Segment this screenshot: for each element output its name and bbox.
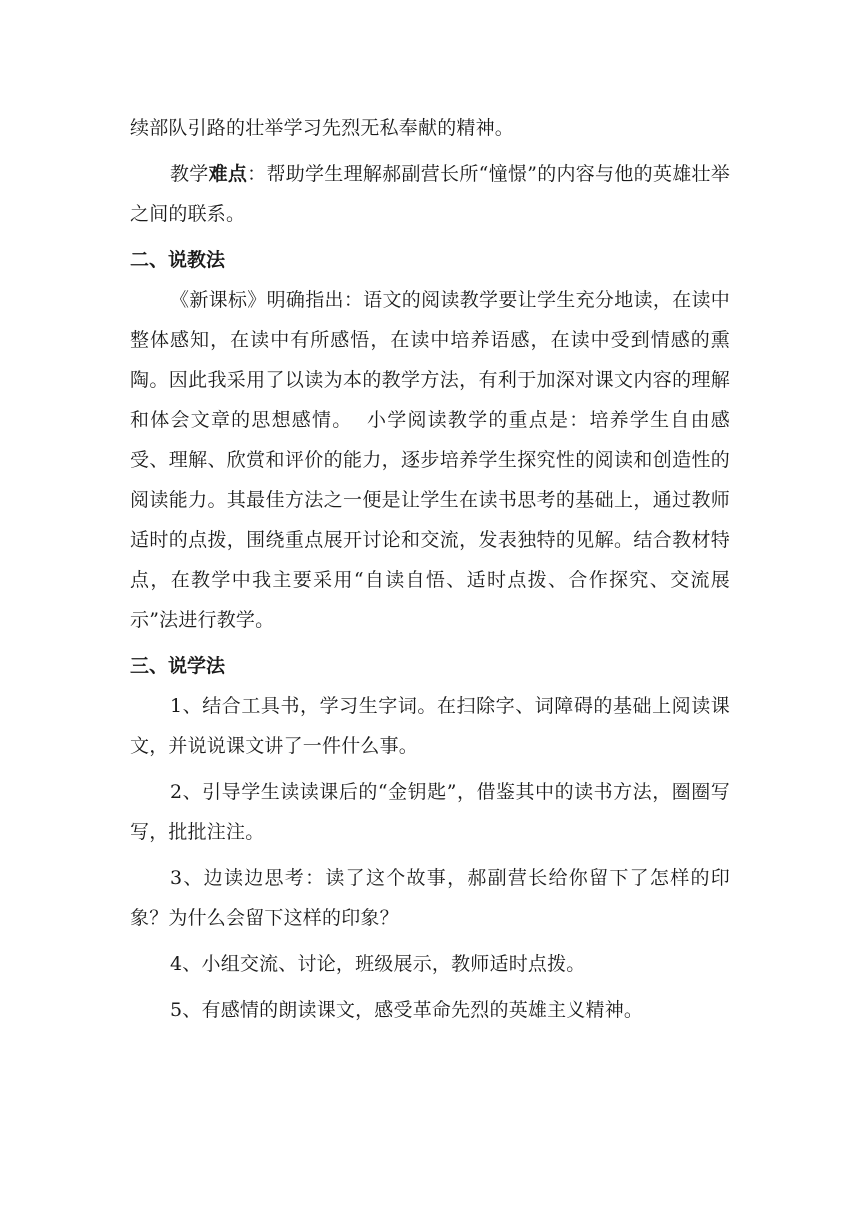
section-heading-learning-method: 三、说学法 (130, 655, 226, 677)
difficulty-paragraph (130, 154, 730, 234)
document-page (130, 108, 730, 1030)
learning-method-item-1: 1、结合工具书，学习生字词。在扫除字、词障碍的基础上阅读课文，并说说课文讲了一件什么事。 (130, 695, 730, 757)
section-heading-teaching-method: 二、说教法 (130, 249, 226, 271)
difficulty-label: 难点 (208, 163, 248, 185)
learning-method-item-5: 5、有感情的朗读课文，感受革命先烈的英雄主义精神。 (170, 999, 644, 1021)
learning-method-item-2: 2、引导学生读读课后的“金钥匙”，借鉴其中的读书方法，圈圈写写，批批注注。 (130, 781, 730, 843)
learning-method-item-3: 3、边读边思考：读了这个故事，郝副营长给你留下了怎样的印象？为什么会留下这样的印象？ (130, 867, 730, 929)
teaching-method-paragraph: 《新课标》明确指出：语文的阅读教学要让学生充分地读，在读中整体感知，在读中有所感悟，在读中培养语感，在读中受到情感的熏陶。因此我采用了以读为本的教学方法，有利于加深对课文内容的理解和体会文章的思想感情。 小学阅读教学的重点是：培养学生自由感受、理解、欣赏和评价的能力，逐步培养学生探究性的阅读和创造性的阅读能力。其最佳方法之一便是让学生在读书思考的基础上，通过教师适时的点拨，围绕重点展开讨论和交流，发表独特的见解。结合教材特点，在教学中我主要采用“自读自悟、适时点拨、合作探究、交流展示”法进行教学。 (130, 289, 730, 631)
difficulty-text: ：帮助学生理解郝副营长所“憧憬”的内容与他的英雄壮举之间的联系。 (130, 163, 730, 225)
learning-method-item-4: 4、小组交流、讨论，班级展示，教师适时点拨。 (170, 953, 586, 975)
difficulty-prefix: 教学 (170, 163, 209, 185)
intro-tail-paragraph: 续部队引路的壮举学习先烈无私奉献的精神。 (130, 117, 515, 139)
